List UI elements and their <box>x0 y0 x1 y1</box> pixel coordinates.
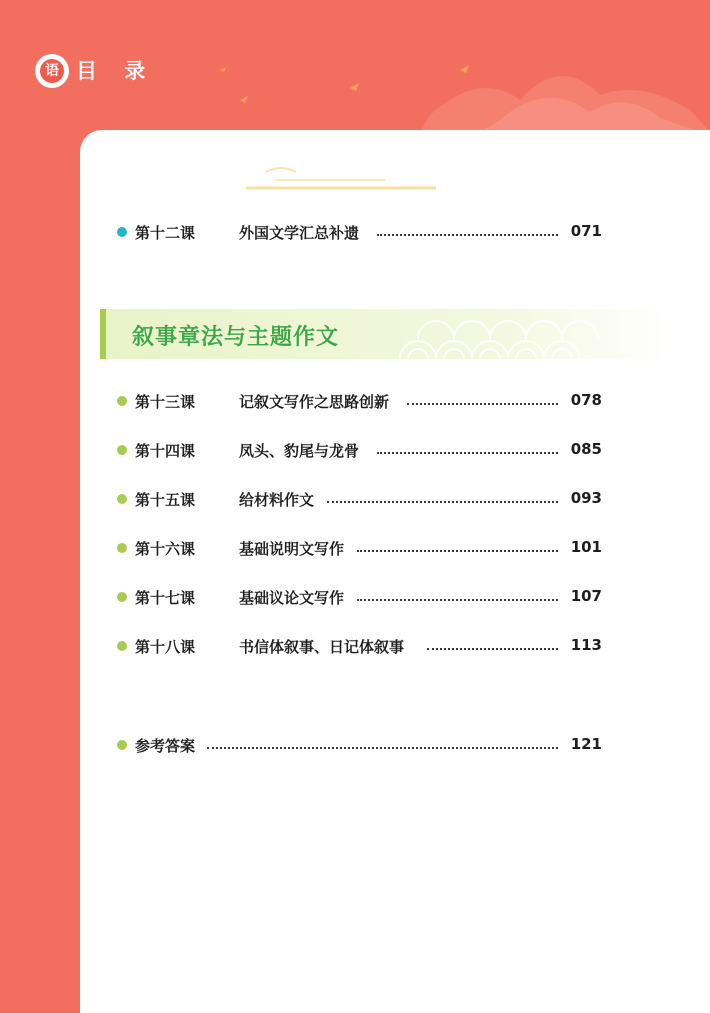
brand-logo-icon <box>35 54 69 88</box>
page-number: 101 <box>570 538 602 556</box>
toc-entry-15[interactable] <box>117 487 602 511</box>
dot-leader <box>357 550 558 552</box>
page-number: 113 <box>570 636 602 654</box>
lesson-number: 第十八课 <box>135 638 196 656</box>
bullet-dot <box>117 445 127 455</box>
page-number: 078 <box>570 391 602 409</box>
lesson-topic: 外国文学汇总补遗 <box>239 222 363 243</box>
bullet-dot <box>117 592 127 602</box>
toc-entry-16[interactable] <box>117 536 602 560</box>
bullet-dot <box>117 396 127 406</box>
content-page <box>80 130 710 1013</box>
bullet-dot <box>117 740 127 750</box>
logo-glyph: 语 <box>40 59 64 83</box>
header-band <box>0 0 710 132</box>
dot-leader <box>377 452 558 454</box>
dot-leader <box>427 648 558 650</box>
gold-swirl-decoration <box>236 160 456 200</box>
lesson-number: 第十六课 <box>135 540 196 558</box>
lesson-topic: 书信体叙事、日记体叙事 <box>239 636 408 657</box>
dot-leader <box>407 403 558 405</box>
bullet-dot <box>117 227 127 237</box>
lesson-topic: 给材料作文 <box>239 489 318 510</box>
toc-entry-14[interactable] <box>117 438 602 462</box>
lesson-number: 第十五课 <box>135 491 196 509</box>
lesson-topic: 记叙文写作之思路创新 <box>239 391 393 412</box>
page-title: 目 录 <box>76 59 156 83</box>
page-number: 071 <box>570 222 602 240</box>
bullet-dot <box>117 543 127 553</box>
lesson-number: 第十七课 <box>135 589 196 607</box>
page-number: 121 <box>570 735 602 753</box>
dot-leader <box>377 234 558 236</box>
toc-entry-13[interactable] <box>117 389 602 413</box>
toc-entry-17[interactable] <box>117 585 602 609</box>
toc-entry-12[interactable] <box>117 220 602 244</box>
dot-leader <box>207 747 558 749</box>
lesson-number: 第十三课 <box>135 393 196 411</box>
page-number: 093 <box>570 489 602 507</box>
page-number: 107 <box>570 587 602 605</box>
section-heading: 叙事章法与主题作文 <box>132 325 340 350</box>
toc-entry-answers[interactable] <box>117 733 602 757</box>
lesson-number: 第十二课 <box>135 224 196 242</box>
lesson-topic: 凤头、豹尾与龙骨 <box>239 440 363 461</box>
toc-entry-18[interactable] <box>117 634 602 658</box>
answers-label: 参考答案 <box>135 735 199 756</box>
bullet-dot <box>117 641 127 651</box>
bullet-dot <box>117 494 127 504</box>
dot-leader <box>327 501 558 503</box>
lesson-topic: 基础议论文写作 <box>239 587 348 608</box>
lesson-number: 第十四课 <box>135 442 196 460</box>
lesson-topic: 基础说明文写作 <box>239 538 348 559</box>
page-number: 085 <box>570 440 602 458</box>
dot-leader <box>357 599 558 601</box>
